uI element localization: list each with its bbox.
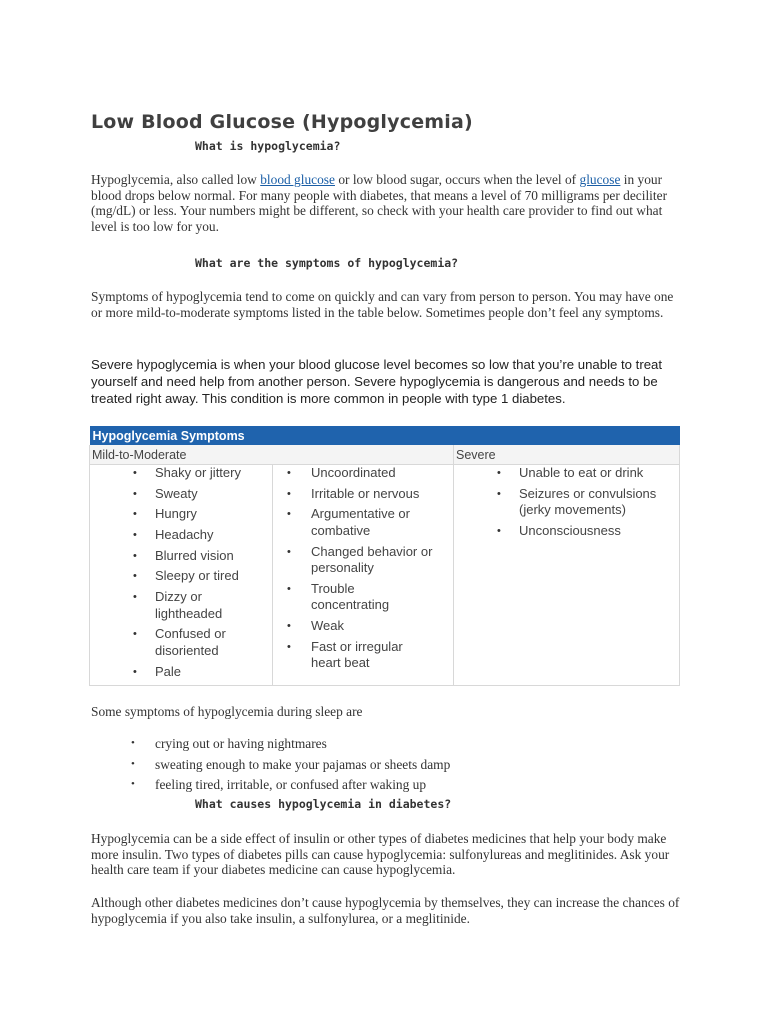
column-header-mild: Mild-to-Moderate bbox=[90, 445, 454, 465]
list-item: • Blurred vision bbox=[111, 548, 272, 565]
list-item: • Headachy bbox=[111, 527, 272, 544]
text-run: or low blood sugar, occurs when the level of bbox=[334, 172, 580, 187]
section-heading-causes: What causes hypoglycemia in diabetes? bbox=[195, 797, 452, 811]
section-heading-symptoms: What are the symptoms of hypoglycemia? bbox=[195, 256, 459, 270]
list-item: • sweating enough to make your pajamas or sheets damp bbox=[91, 757, 450, 773]
paragraph-symptoms-intro: Symptoms of hypoglycemia tend to come on quickly and can vary from person to person. You may have one or more mild-to-moderate symptoms listed in the table below. Sometimes people don’t feel any symptoms. bbox=[91, 289, 674, 320]
sleep-symptoms-list bbox=[91, 736, 450, 798]
text-run: Hypoglycemia, also called low bbox=[91, 172, 261, 187]
severe-column bbox=[454, 465, 680, 686]
list-item: • Sleepy or tired bbox=[111, 568, 272, 585]
list-item: • Seizures or convulsions (jerky movements) bbox=[477, 486, 679, 519]
list-item: • Irritable or nervous bbox=[277, 486, 453, 503]
list-item: • Sweaty bbox=[111, 486, 272, 503]
list-item: • Uncoordinated bbox=[277, 465, 453, 482]
paragraph-sleep-intro: Some symptoms of hypoglycemia during sleep are bbox=[91, 704, 363, 719]
column-header-severe: Severe bbox=[454, 445, 680, 465]
list-item: • Changed behavior or personality bbox=[277, 544, 453, 577]
paragraph-other-medicines: Although other diabetes medicines don’t cause hypoglycemia by themselves, they can increase the chances of hypoglycemia if you also take insulin, a sulfonylurea, or a meglitinide. bbox=[91, 895, 680, 926]
link-glucose[interactable]: glucose bbox=[579, 172, 621, 187]
symptoms-table bbox=[89, 426, 680, 686]
list-item: • Unconsciousness bbox=[477, 523, 679, 540]
section-heading-what-is: What is hypoglycemia? bbox=[195, 139, 341, 153]
list-item: • Unable to eat or drink bbox=[477, 465, 679, 482]
list-item: • Hungry bbox=[111, 506, 272, 523]
list-item: • Argumentative or combative bbox=[277, 506, 453, 539]
table-caption: Hypoglycemia Symptoms bbox=[90, 426, 680, 445]
list-item: • feeling tired, irritable, or confused after waking up bbox=[91, 777, 450, 793]
page-title: Low Blood Glucose (Hypoglycemia) bbox=[91, 111, 473, 133]
text-run: in your blood drops below normal. For many people with diabetes, that means a level of 70 milligrams per deciliter (mg/dL) or less. Your numbers might be different, so check with your health care provider to find out what level is too low for you. bbox=[91, 172, 668, 235]
list-item: • Pale bbox=[111, 664, 272, 681]
paragraph-definition bbox=[91, 172, 681, 235]
list-item: • Dizzy or lightheaded bbox=[111, 589, 272, 622]
link-blood-glucose[interactable]: blood glucose bbox=[260, 172, 335, 187]
list-item: • Shaky or jittery bbox=[111, 465, 272, 482]
list-item: • Confused or disoriented bbox=[111, 626, 272, 659]
paragraph-causes: Hypoglycemia can be a side effect of insulin or other types of diabetes medicines that help your body make more insulin. Two types of diabetes pills can cause hypoglycemia: sulfonylureas and meglitinides. Ask your health care team if your diabetes medicine can cause hypoglycemia. bbox=[91, 831, 670, 878]
list-item: • Trouble concentrating bbox=[277, 581, 453, 614]
list-item: • crying out or having nightmares bbox=[91, 736, 450, 752]
list-item: • Fast or irregular heart beat bbox=[277, 639, 453, 672]
mild-column-b bbox=[273, 465, 454, 686]
mild-column-a bbox=[90, 465, 273, 686]
paragraph-severe: Severe hypoglycemia is when your blood glucose level becomes so low that you’re unable to treat yourself and need help from another person. Severe hypoglycemia is dangerous and needs to be treated right away. This condition is more common in people with type 1 diabetes. bbox=[91, 357, 663, 406]
list-item: • Weak bbox=[277, 618, 453, 635]
